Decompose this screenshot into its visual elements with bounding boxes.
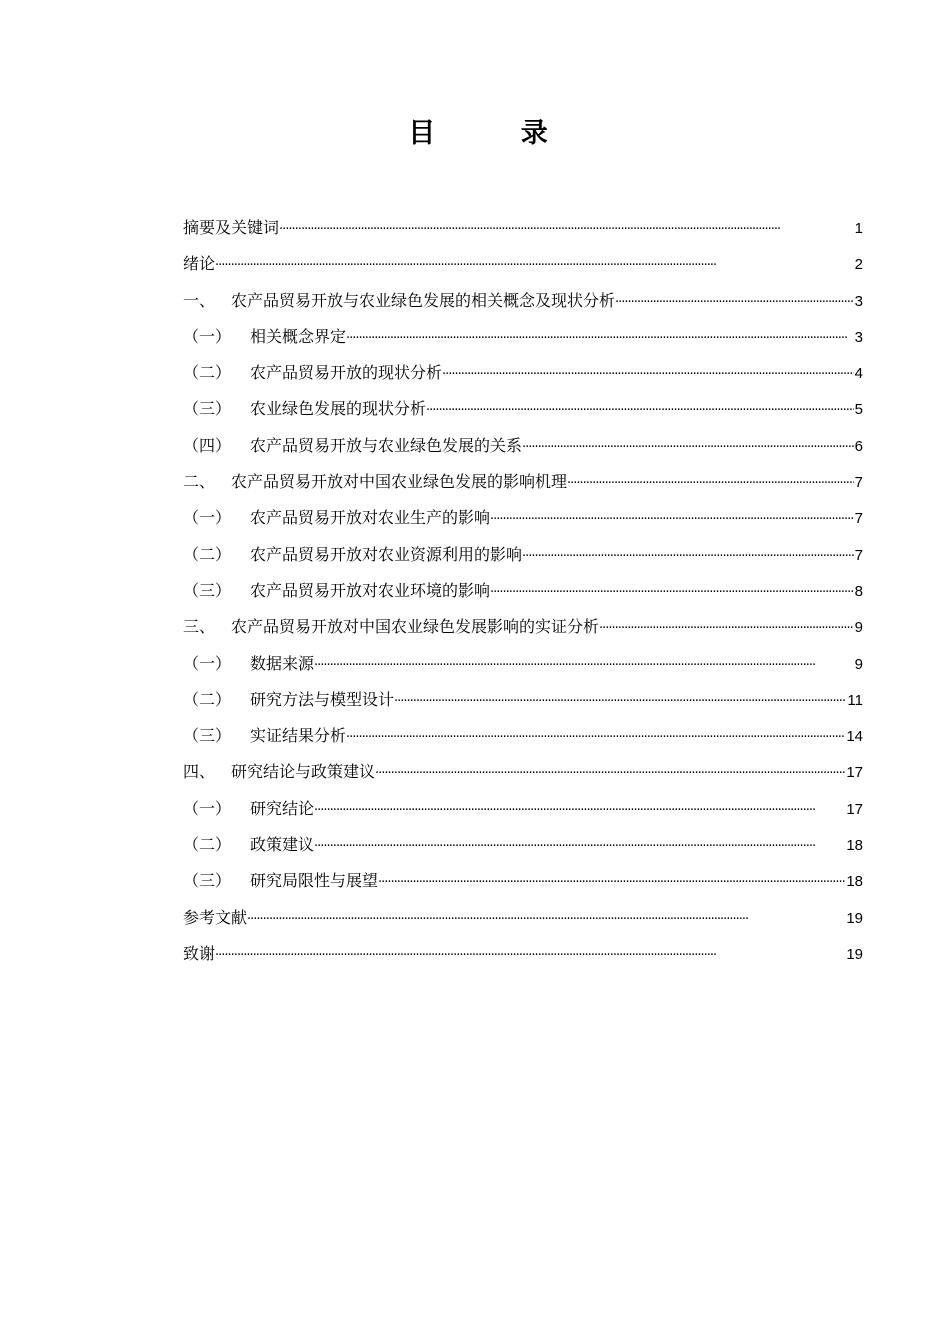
- toc-entry-page-number: 18: [846, 837, 863, 855]
- toc-entry-number: （三）: [183, 726, 232, 746]
- toc-title: 目 录: [408, 118, 586, 149]
- toc-entry-title: 参考文献: [183, 907, 248, 927]
- toc-entry-number: （一）: [183, 508, 232, 528]
- toc-entry-number: （二）: [183, 363, 232, 383]
- toc-entry-title: 研究局限性与展望: [250, 871, 379, 891]
- toc-entry-page-number: 14: [846, 728, 863, 746]
- toc-entry-page-number: 6: [854, 437, 863, 455]
- dot-leader: [314, 829, 845, 865]
- dot-leader: [346, 720, 845, 756]
- toc-entry[interactable]: [183, 573, 863, 609]
- toc-entry-page-number: 3: [854, 328, 863, 346]
- toc-entry-number: （三）: [183, 580, 232, 600]
- toc-entry[interactable]: [183, 718, 863, 754]
- toc-entry-title: 研究结论: [250, 798, 315, 818]
- toc-entry[interactable]: [183, 355, 863, 391]
- toc-entry-page-number: 5: [854, 401, 863, 419]
- dot-leader: [346, 321, 854, 357]
- toc-entry-title: 数据来源: [250, 653, 315, 673]
- toc-entry-number: 三、: [183, 617, 216, 637]
- toc-entry-number: 四、: [183, 762, 216, 782]
- toc-entry[interactable]: [183, 936, 863, 972]
- toc-entry-page-number: 1: [854, 220, 863, 237]
- toc-entry-title: 相关概念界定: [250, 326, 347, 346]
- toc-entry-title: 农业绿色发展的现状分析: [250, 399, 427, 419]
- toc-entry-title: 农产品贸易开放对中国农业绿色发展影响的实证分析: [231, 617, 600, 637]
- toc-entry[interactable]: [183, 319, 863, 355]
- toc-entry-title: 摘要及关键词: [183, 218, 280, 237]
- toc-entry[interactable]: [183, 537, 863, 573]
- toc-entry[interactable]: [183, 283, 863, 319]
- dot-leader: [394, 684, 846, 720]
- toc-entry[interactable]: [183, 500, 863, 536]
- toc-entry[interactable]: [183, 863, 863, 899]
- toc-entry-title: 致谢: [183, 943, 216, 963]
- toc-entry-page-number: 8: [854, 582, 863, 600]
- toc-entry-number: （四）: [183, 435, 232, 455]
- toc-entry-title: 研究结论与政策建议: [231, 762, 376, 782]
- toc-entry-number: （一）: [183, 798, 232, 818]
- dot-leader: [426, 393, 854, 429]
- toc-entry-title: 政策建议: [250, 835, 315, 855]
- dot-leader: [442, 357, 854, 393]
- toc-entry[interactable]: [183, 391, 863, 427]
- toc-entry-title: 农产品贸易开放与农业绿色发展的关系: [250, 435, 523, 455]
- toc-entry-page-number: 2: [854, 256, 863, 274]
- table-of-contents: [183, 210, 863, 972]
- toc-entry[interactable]: [183, 609, 863, 645]
- toc-entry[interactable]: [183, 246, 863, 282]
- toc-entry-number: （二）: [183, 544, 232, 564]
- toc-entry-title: 农产品贸易开放与农业绿色发展的相关概念及现状分析: [231, 290, 616, 310]
- toc-entry-number: （二）: [183, 689, 232, 709]
- toc-entry-title: 农产品贸易开放对中国农业绿色发展的影响机理: [231, 472, 568, 492]
- toc-entry-page-number: 19: [846, 945, 863, 963]
- toc-entry[interactable]: [183, 646, 863, 682]
- dot-leader: [522, 539, 854, 575]
- dot-leader: [599, 611, 854, 647]
- toc-entry[interactable]: [183, 428, 863, 464]
- toc-entry-number: （一）: [183, 326, 232, 346]
- toc-entry-page-number: 18: [846, 873, 863, 891]
- toc-entry[interactable]: [183, 754, 863, 790]
- toc-entry[interactable]: [183, 210, 863, 246]
- dot-leader: [490, 502, 854, 538]
- toc-entry-number: （三）: [183, 871, 232, 891]
- dot-leader: [279, 212, 854, 248]
- dot-leader: [215, 248, 854, 284]
- toc-entry-page-number: 19: [846, 909, 863, 927]
- toc-entry-page-number: 4: [854, 365, 863, 383]
- toc-entry-number: （二）: [183, 835, 232, 855]
- toc-entry-title: 研究方法与模型设计: [250, 689, 395, 709]
- toc-entry-title: 绪论: [183, 254, 216, 274]
- toc-entry-number: 二、: [183, 472, 216, 492]
- toc-entry-page-number: 3: [854, 292, 863, 310]
- toc-entry[interactable]: [183, 827, 863, 863]
- toc-entry-page-number: 7: [854, 510, 863, 528]
- toc-entry[interactable]: [183, 682, 863, 718]
- dot-leader: [314, 793, 845, 829]
- dot-leader: [522, 430, 854, 466]
- toc-entry-page-number: 9: [854, 619, 863, 637]
- dot-leader: [567, 466, 854, 502]
- toc-entry-page-number: 9: [854, 655, 863, 673]
- dot-leader: [375, 756, 845, 792]
- toc-entry[interactable]: [183, 791, 863, 827]
- toc-entry-title: 农产品贸易开放对农业生产的影响: [250, 508, 491, 528]
- toc-entry-title: 农产品贸易开放的现状分析: [250, 363, 443, 383]
- toc-entry[interactable]: [183, 900, 863, 936]
- toc-entry-page-number: 17: [846, 764, 863, 782]
- toc-entry-number: （一）: [183, 653, 232, 673]
- dot-leader: [215, 938, 845, 974]
- toc-entry-number: 一、: [183, 290, 216, 310]
- toc-entry-number: （三）: [183, 399, 232, 419]
- toc-entry-page-number: 7: [854, 546, 863, 564]
- toc-entry-title: 农产品贸易开放对农业资源利用的影响: [250, 544, 523, 564]
- dot-leader: [490, 575, 854, 611]
- toc-entry-title: 实证结果分析: [250, 726, 347, 746]
- toc-entry-page-number: 11: [847, 691, 863, 709]
- dot-leader: [247, 902, 845, 938]
- dot-leader: [314, 648, 854, 684]
- dot-leader: [615, 285, 854, 321]
- toc-entry-title: 农产品贸易开放对农业环境的影响: [250, 580, 491, 600]
- dot-leader: [378, 865, 845, 901]
- toc-entry-page-number: 17: [846, 800, 863, 818]
- toc-entry[interactable]: [183, 464, 863, 500]
- toc-entry-page-number: 7: [854, 474, 863, 492]
